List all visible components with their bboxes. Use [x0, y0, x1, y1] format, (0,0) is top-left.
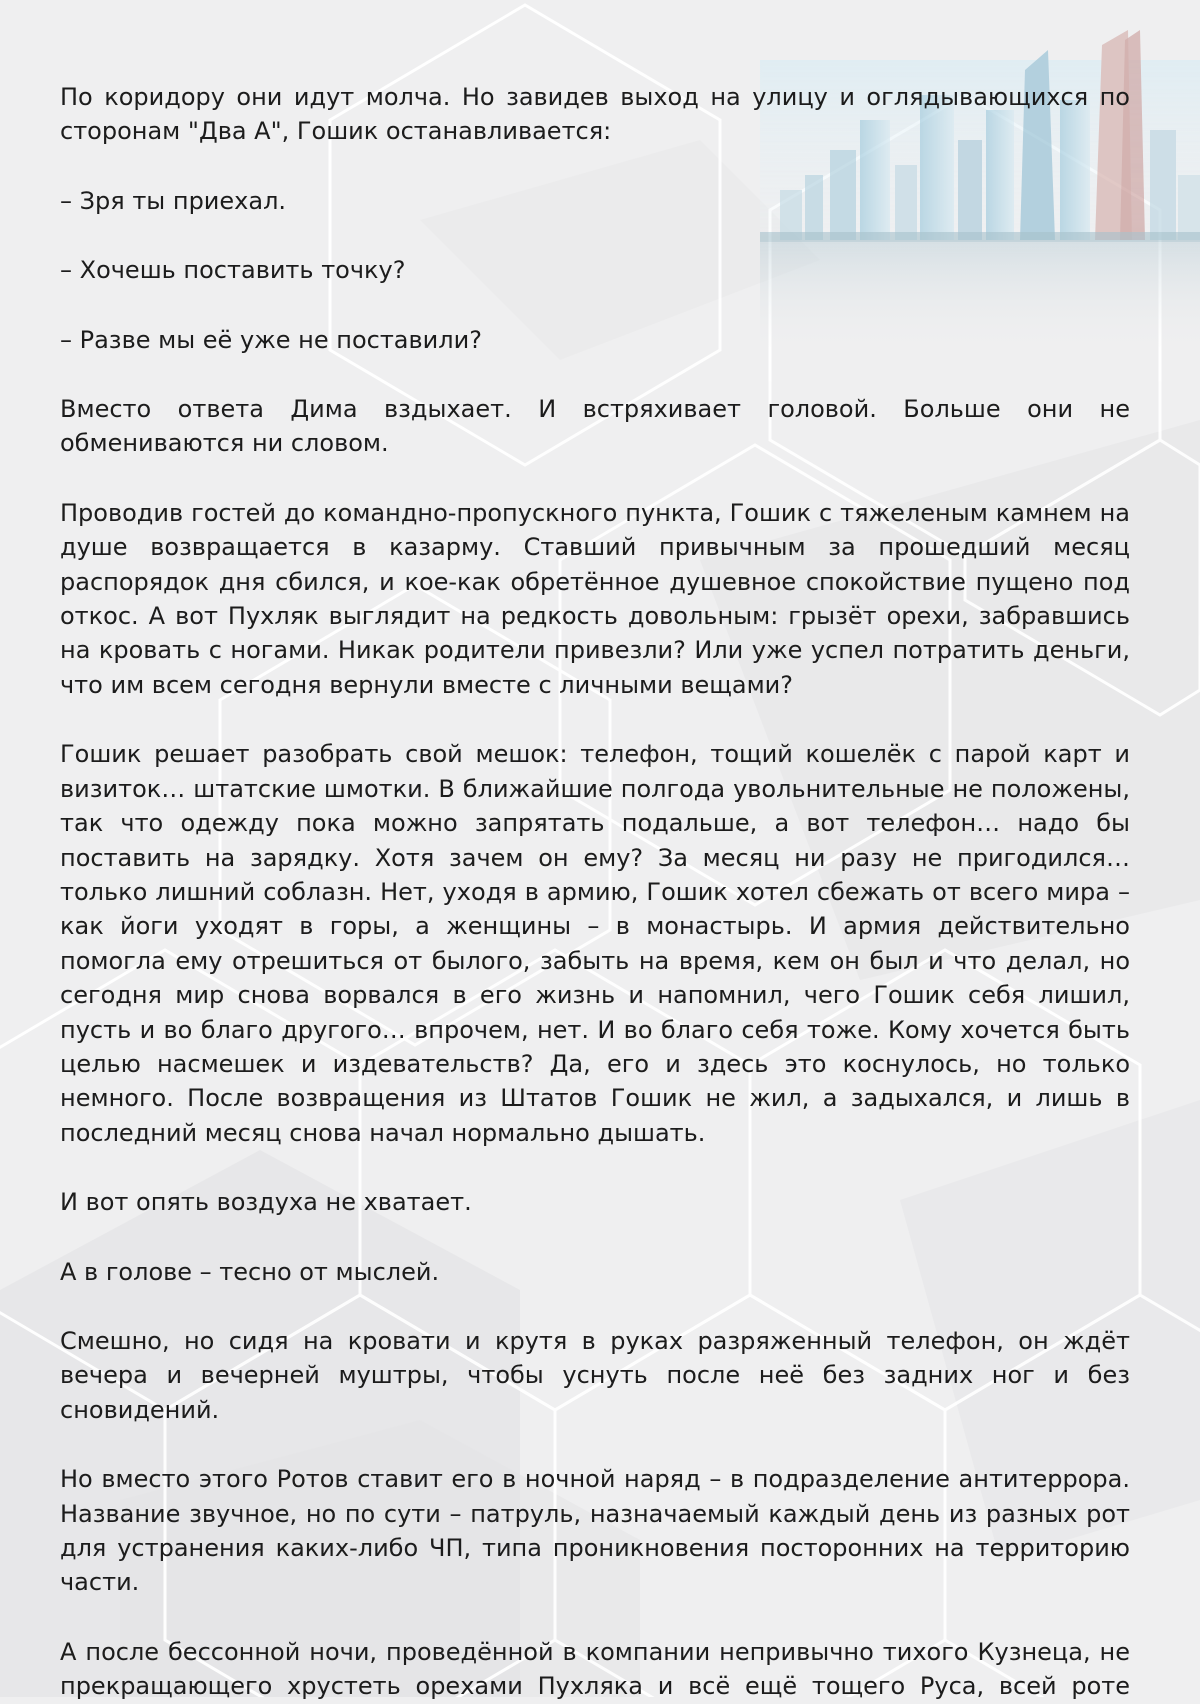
paragraph: И вот опять воздуха не хватает.: [60, 1188, 472, 1217]
paragraph: Но вместо этого Ротов ставит его в ночной наряд – в подразделение антитеррора. Название звучное, но по сути – патруль, назначаемый каждый день из разных рот для устранения каких-либо ЧП, типа проникновения посторонних на территорию части.: [60, 1465, 1130, 1597]
paragraph: Гошик решает разобрать свой мешок: телефон, тощий кошелёк с парой карт и визиток… штатские шмотки. В ближайшие полгода увольнительные не положены, так что одежду пока можно запрятать подальше, а вот телефон… надо бы поставить на зарядку. Хотя зачем он ему? За месяц ни разу не пригодился… только лишний соблазн. Нет, уходя в армию, Гошик хотел сбежать от всего мира – как йоги уходят в горы, а женщины – в монастырь. И армия действительно помогла ему отрешиться от былого, забыть на время, кем он был и что делал, но сегодня мир снова ворвался в его жизнь и напомнил, чего Гошик себя лишил, пусть и во благо другого… впрочем, нет. И во благо себя тоже. Кому хочется быть целью насмешек и издевательств? Да, его и здесь это коснулось, но только немного. После возвращения из Штатов Гошик не жил, а задыхался, и лишь в последний месяц снова начал нормально дышать.: [60, 740, 1130, 1147]
paragraph: По коридору они идут молча. Но завидев выход на улицу и оглядывающихся по сторонам "Два А", Гошик останавливается:: [60, 83, 1130, 146]
paragraph: Смешно, но сидя на кровати и крутя в руках разряженный телефон, он ждёт вечера и вечерней муштры, чтобы уснуть после неё без задних ног и без сновидений.: [60, 1326, 1130, 1424]
document-body: [60, 80, 1130, 1704]
paragraph: Вместо ответа Дима вздыхает. И встряхивает головой. Больше они не обмениваются ни словом.: [60, 395, 1130, 458]
dialogue-line: – Хочешь поставить точку?: [60, 256, 406, 285]
paragraph: Проводив гостей до командно-пропускного пункта, Гошик с тяжеленым камнем на душе возвращается в казарму. Ставший привычным за прошедший месяц распорядок дня сбился, и кое-как обретённое душевное спокойствие пущено под откос. А вот Пухляк выглядит на редкость довольным: грызёт орехи, забравшись на кровать с ногами. Никак родители привезли? Или уже успел потратить деньги, что им всем сегодня вернули вместе с личными вещами?: [60, 498, 1130, 699]
paragraph: А в голове – тесно от мыслей.: [60, 1257, 440, 1286]
dialogue-line: – Зря ты приехал.: [60, 186, 287, 215]
dialogue-line: – Разве мы её уже не поставили?: [60, 325, 482, 354]
paragraph: А после бессонной ночи, проведённой в компании непривычно тихого Кузнеца, не прекращающего хрустеть орехами Пухляка и всё ещё тощего Руса, всей роте: [60, 1637, 1130, 1701]
